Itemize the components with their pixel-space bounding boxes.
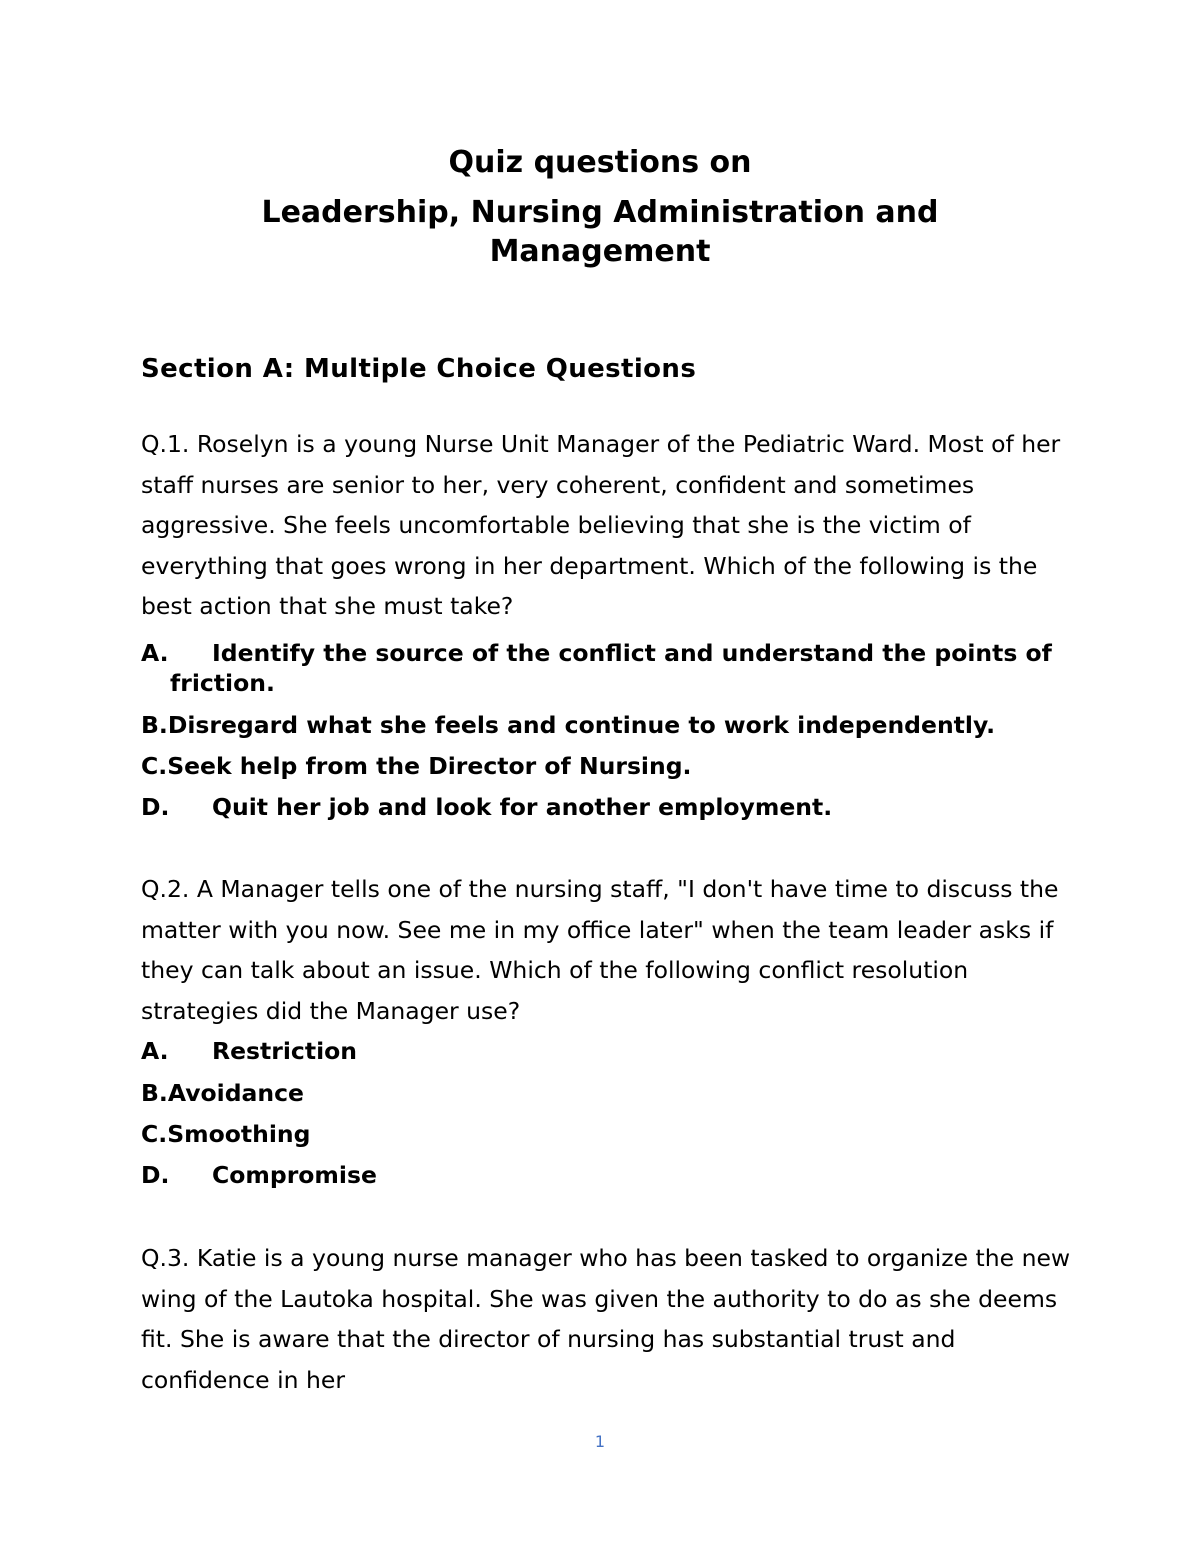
- option-letter: D.: [141, 1161, 170, 1189]
- option-letter: D.: [141, 793, 170, 821]
- question-1-option-c: [141, 751, 1076, 781]
- question-2-option-a: [141, 1036, 1076, 1066]
- option-letter: C.: [141, 752, 168, 780]
- question-2-option-d: [141, 1160, 1076, 1190]
- page-number: 1: [594, 1432, 606, 1451]
- option-text: Avoidance: [167, 1079, 304, 1107]
- option-letter: B.: [141, 711, 168, 739]
- question-1-option-d: [141, 792, 1076, 822]
- option-text: Restriction: [212, 1037, 357, 1065]
- question-2-option-b: [141, 1078, 1076, 1108]
- option-text: Identify the source of the conflict and understand the points of: [212, 639, 1052, 667]
- option-text: Quit her job and look for another employment.: [212, 793, 833, 821]
- question-1-option-b: [141, 710, 1076, 740]
- option-letter: B.: [141, 1079, 168, 1107]
- question-2-text: Q.2. A Manager tells one of the nursing staff, "I don't have time to discuss the matter with you now. See me in my office later" when the team leader asks if they can talk about an issue. Which of the following conflict resolution strategies did the Manager use?: [141, 875, 1059, 1025]
- section-heading: Section A: Multiple Choice Questions: [141, 354, 697, 384]
- option-text: Seek help from the Director of Nursing.: [167, 752, 692, 780]
- option-text-continuation: friction.: [170, 669, 275, 697]
- option-letter: C.: [141, 1120, 168, 1148]
- document-title-line-3: Management: [489, 234, 711, 269]
- document-title-line-2: Leadership, Nursing Administration and: [261, 195, 939, 230]
- option-text: Compromise: [212, 1161, 377, 1189]
- question-3-text: Q.3. Katie is a young nurse manager who has been tasked to organize the new wing of the Lautoka hospital. She was given the authority to do as she deems fit. She is aware that the director of nursing has substantial trust and confidence in her: [141, 1244, 1071, 1394]
- question-1-text: Q.1. Roselyn is a young Nurse Unit Manager of the Pediatric Ward. Most of her staff nurses are senior to her, very coherent, confident and sometimes aggressive. She feels uncomfortable believing that she is the victim of everything that goes wrong in her department. Which of the following is the best action that she must take?: [141, 430, 1061, 620]
- option-letter: A.: [141, 1037, 169, 1065]
- option-text: Disregard what she feels and continue to work independently.: [167, 711, 996, 739]
- question-1-option-a: [141, 638, 1076, 698]
- option-text: Smoothing: [167, 1120, 311, 1148]
- document-title-line-1: Quiz questions on: [448, 145, 752, 180]
- option-letter: A.: [141, 639, 169, 667]
- question-2-option-c: [141, 1119, 1076, 1149]
